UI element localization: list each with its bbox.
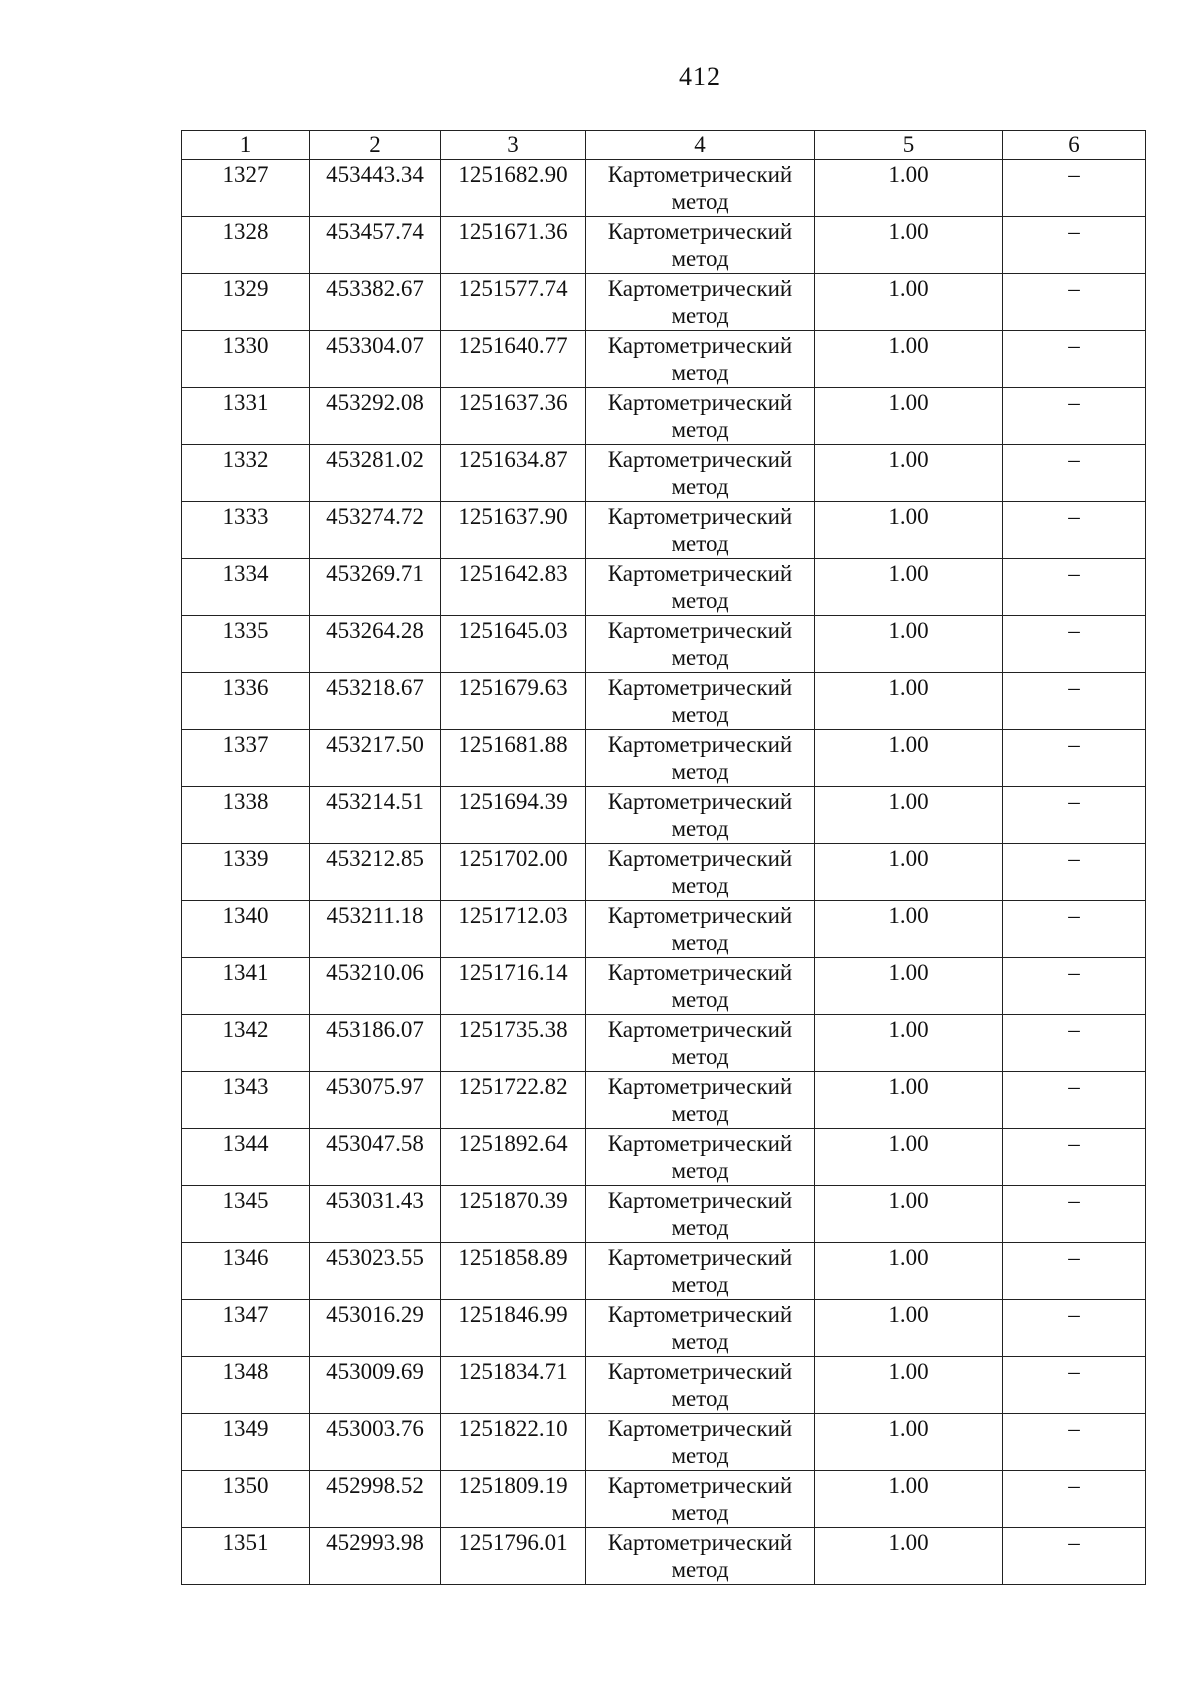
method-cell <box>586 1243 815 1300</box>
point-number-cell: 1333 <box>182 502 310 559</box>
note-cell: – <box>1003 1471 1146 1528</box>
point-number-cell: 1346 <box>182 1243 310 1300</box>
point-number-cell: 1330 <box>182 331 310 388</box>
table-row <box>182 445 1146 502</box>
column-header-3: 3 <box>441 131 586 160</box>
accuracy-cell: 1.00 <box>815 160 1003 217</box>
accuracy-cell: 1.00 <box>815 901 1003 958</box>
method-cell <box>586 217 815 274</box>
column-header-6: 6 <box>1003 131 1146 160</box>
table-row <box>182 217 1146 274</box>
method-line-2: метод <box>671 360 729 385</box>
method-line-1: Картометрический <box>607 504 793 529</box>
note-cell: – <box>1003 844 1146 901</box>
method-line-2: метод <box>671 1101 729 1126</box>
method-line-1: Картометрический <box>607 390 793 415</box>
note-cell: – <box>1003 1243 1146 1300</box>
x-coordinate-cell: 452998.52 <box>310 1471 441 1528</box>
x-coordinate-cell: 453023.55 <box>310 1243 441 1300</box>
note-cell: – <box>1003 502 1146 559</box>
x-coordinate-cell: 453009.69 <box>310 1357 441 1414</box>
table-row <box>182 844 1146 901</box>
method-line-2: метод <box>671 303 729 328</box>
x-coordinate-cell: 453281.02 <box>310 445 441 502</box>
table-row <box>182 1471 1146 1528</box>
method-line-2: метод <box>671 588 729 613</box>
method-cell <box>586 1015 815 1072</box>
table-row <box>182 1357 1146 1414</box>
coordinates-table <box>181 130 1146 1585</box>
accuracy-cell: 1.00 <box>815 616 1003 673</box>
method-line-1: Картометрический <box>607 789 793 814</box>
header-row <box>182 131 1146 160</box>
point-number-cell: 1342 <box>182 1015 310 1072</box>
note-cell: – <box>1003 787 1146 844</box>
point-number-cell: 1331 <box>182 388 310 445</box>
y-coordinate-cell: 1251870.39 <box>441 1186 586 1243</box>
point-number-cell: 1351 <box>182 1528 310 1585</box>
note-cell: – <box>1003 160 1146 217</box>
point-number-cell: 1340 <box>182 901 310 958</box>
method-cell <box>586 1186 815 1243</box>
point-number-cell: 1332 <box>182 445 310 502</box>
method-line-2: метод <box>671 759 729 784</box>
method-line-2: метод <box>671 1272 729 1297</box>
method-line-1: Картометрический <box>607 903 793 928</box>
method-line-2: метод <box>671 1329 729 1354</box>
table-row <box>182 616 1146 673</box>
y-coordinate-cell: 1251645.03 <box>441 616 586 673</box>
method-line-2: метод <box>671 1386 729 1411</box>
accuracy-cell: 1.00 <box>815 730 1003 787</box>
y-coordinate-cell: 1251640.77 <box>441 331 586 388</box>
method-cell <box>586 1072 815 1129</box>
y-coordinate-cell: 1251637.36 <box>441 388 586 445</box>
method-line-2: метод <box>671 1044 729 1069</box>
method-cell <box>586 958 815 1015</box>
method-line-2: метод <box>671 417 729 442</box>
point-number-cell: 1341 <box>182 958 310 1015</box>
note-cell: – <box>1003 730 1146 787</box>
note-cell: – <box>1003 1300 1146 1357</box>
point-number-cell: 1338 <box>182 787 310 844</box>
point-number-cell: 1349 <box>182 1414 310 1471</box>
accuracy-cell: 1.00 <box>815 1357 1003 1414</box>
method-line-1: Картометрический <box>607 732 793 757</box>
method-line-2: метод <box>671 531 729 556</box>
table-row <box>182 1300 1146 1357</box>
point-number-cell: 1339 <box>182 844 310 901</box>
method-line-1: Картометрический <box>607 561 793 586</box>
note-cell: – <box>1003 958 1146 1015</box>
x-coordinate-cell: 453269.71 <box>310 559 441 616</box>
note-cell: – <box>1003 1072 1146 1129</box>
method-cell <box>586 1357 815 1414</box>
note-cell: – <box>1003 274 1146 331</box>
method-line-1: Картометрический <box>607 1188 793 1213</box>
method-cell <box>586 502 815 559</box>
note-cell: – <box>1003 901 1146 958</box>
accuracy-cell: 1.00 <box>815 1300 1003 1357</box>
column-header-4: 4 <box>586 131 815 160</box>
method-line-1: Картометрический <box>607 447 793 472</box>
table-row <box>182 1129 1146 1186</box>
method-line-1: Картометрический <box>607 1416 793 1441</box>
method-cell <box>586 559 815 616</box>
x-coordinate-cell: 453075.97 <box>310 1072 441 1129</box>
x-coordinate-cell: 453457.74 <box>310 217 441 274</box>
y-coordinate-cell: 1251846.99 <box>441 1300 586 1357</box>
x-coordinate-cell: 453264.28 <box>310 616 441 673</box>
note-cell: – <box>1003 616 1146 673</box>
method-cell <box>586 616 815 673</box>
y-coordinate-cell: 1251694.39 <box>441 787 586 844</box>
x-coordinate-cell: 453218.67 <box>310 673 441 730</box>
x-coordinate-cell: 453016.29 <box>310 1300 441 1357</box>
note-cell: – <box>1003 388 1146 445</box>
x-coordinate-cell: 452993.98 <box>310 1528 441 1585</box>
point-number-cell: 1348 <box>182 1357 310 1414</box>
table-row <box>182 1072 1146 1129</box>
table-row <box>182 331 1146 388</box>
accuracy-cell: 1.00 <box>815 1015 1003 1072</box>
method-line-1: Картометрический <box>607 1074 793 1099</box>
note-cell: – <box>1003 1528 1146 1585</box>
y-coordinate-cell: 1251682.90 <box>441 160 586 217</box>
method-line-2: метод <box>671 645 729 670</box>
method-line-1: Картометрический <box>607 675 793 700</box>
x-coordinate-cell: 453292.08 <box>310 388 441 445</box>
y-coordinate-cell: 1251716.14 <box>441 958 586 1015</box>
accuracy-cell: 1.00 <box>815 1243 1003 1300</box>
accuracy-cell: 1.00 <box>815 787 1003 844</box>
note-cell: – <box>1003 1015 1146 1072</box>
point-number-cell: 1328 <box>182 217 310 274</box>
note-cell: – <box>1003 1186 1146 1243</box>
method-cell <box>586 844 815 901</box>
x-coordinate-cell: 453212.85 <box>310 844 441 901</box>
column-header-2: 2 <box>310 131 441 160</box>
x-coordinate-cell: 453217.50 <box>310 730 441 787</box>
method-cell <box>586 787 815 844</box>
x-coordinate-cell: 453382.67 <box>310 274 441 331</box>
accuracy-cell: 1.00 <box>815 1186 1003 1243</box>
table-header <box>182 131 1146 160</box>
point-number-cell: 1347 <box>182 1300 310 1357</box>
table-row <box>182 388 1146 445</box>
point-number-cell: 1343 <box>182 1072 310 1129</box>
y-coordinate-cell: 1251634.87 <box>441 445 586 502</box>
y-coordinate-cell: 1251679.63 <box>441 673 586 730</box>
x-coordinate-cell: 453274.72 <box>310 502 441 559</box>
table-row <box>182 274 1146 331</box>
table-row <box>182 673 1146 730</box>
accuracy-cell: 1.00 <box>815 958 1003 1015</box>
method-cell <box>586 274 815 331</box>
method-line-1: Картометрический <box>607 1359 793 1384</box>
y-coordinate-cell: 1251722.82 <box>441 1072 586 1129</box>
note-cell: – <box>1003 1357 1146 1414</box>
method-line-2: метод <box>671 987 729 1012</box>
accuracy-cell: 1.00 <box>815 1072 1003 1129</box>
point-number-cell: 1327 <box>182 160 310 217</box>
table-row <box>182 559 1146 616</box>
accuracy-cell: 1.00 <box>815 559 1003 616</box>
x-coordinate-cell: 453003.76 <box>310 1414 441 1471</box>
y-coordinate-cell: 1251735.38 <box>441 1015 586 1072</box>
table-row <box>182 1528 1146 1585</box>
accuracy-cell: 1.00 <box>815 502 1003 559</box>
table-row <box>182 901 1146 958</box>
method-line-2: метод <box>671 816 729 841</box>
note-cell: – <box>1003 1129 1146 1186</box>
method-cell <box>586 673 815 730</box>
method-line-1: Картометрический <box>607 960 793 985</box>
method-line-1: Картометрический <box>607 1245 793 1270</box>
method-line-2: метод <box>671 930 729 955</box>
method-cell <box>586 901 815 958</box>
x-coordinate-cell: 453047.58 <box>310 1129 441 1186</box>
x-coordinate-cell: 453186.07 <box>310 1015 441 1072</box>
method-line-1: Картометрический <box>607 162 793 187</box>
accuracy-cell: 1.00 <box>815 274 1003 331</box>
method-line-1: Картометрический <box>607 1302 793 1327</box>
method-line-1: Картометрический <box>607 1017 793 1042</box>
page-number: 412 <box>679 62 721 91</box>
table-row <box>182 160 1146 217</box>
x-coordinate-cell: 453443.34 <box>310 160 441 217</box>
method-cell <box>586 730 815 787</box>
method-line-2: метод <box>671 1443 729 1468</box>
accuracy-cell: 1.00 <box>815 217 1003 274</box>
x-coordinate-cell: 453211.18 <box>310 901 441 958</box>
method-cell <box>586 1300 815 1357</box>
y-coordinate-cell: 1251858.89 <box>441 1243 586 1300</box>
method-line-1: Картометрический <box>607 333 793 358</box>
point-number-cell: 1350 <box>182 1471 310 1528</box>
y-coordinate-cell: 1251577.74 <box>441 274 586 331</box>
method-line-2: метод <box>671 702 729 727</box>
method-cell <box>586 160 815 217</box>
method-line-2: метод <box>671 873 729 898</box>
y-coordinate-cell: 1251642.83 <box>441 559 586 616</box>
accuracy-cell: 1.00 <box>815 331 1003 388</box>
accuracy-cell: 1.00 <box>815 1129 1003 1186</box>
method-line-1: Картометрический <box>607 1530 793 1555</box>
accuracy-cell: 1.00 <box>815 388 1003 445</box>
table-row <box>182 1243 1146 1300</box>
table-row <box>182 787 1146 844</box>
method-line-1: Картометрический <box>607 618 793 643</box>
y-coordinate-cell: 1251702.00 <box>441 844 586 901</box>
method-line-2: метод <box>671 189 729 214</box>
note-cell: – <box>1003 445 1146 502</box>
method-line-2: метод <box>671 1158 729 1183</box>
table-row <box>182 1414 1146 1471</box>
method-line-1: Картометрический <box>607 1131 793 1156</box>
point-number-cell: 1337 <box>182 730 310 787</box>
y-coordinate-cell: 1251892.64 <box>441 1129 586 1186</box>
y-coordinate-cell: 1251637.90 <box>441 502 586 559</box>
accuracy-cell: 1.00 <box>815 1471 1003 1528</box>
accuracy-cell: 1.00 <box>815 445 1003 502</box>
y-coordinate-cell: 1251834.71 <box>441 1357 586 1414</box>
x-coordinate-cell: 453210.06 <box>310 958 441 1015</box>
y-coordinate-cell: 1251681.88 <box>441 730 586 787</box>
point-number-cell: 1329 <box>182 274 310 331</box>
method-line-1: Картометрический <box>607 219 793 244</box>
y-coordinate-cell: 1251796.01 <box>441 1528 586 1585</box>
method-cell <box>586 1129 815 1186</box>
method-line-2: метод <box>671 1500 729 1525</box>
y-coordinate-cell: 1251809.19 <box>441 1471 586 1528</box>
x-coordinate-cell: 453031.43 <box>310 1186 441 1243</box>
method-line-2: метод <box>671 1215 729 1240</box>
column-header-1: 1 <box>182 131 310 160</box>
point-number-cell: 1334 <box>182 559 310 616</box>
accuracy-cell: 1.00 <box>815 844 1003 901</box>
point-number-cell: 1335 <box>182 616 310 673</box>
table-row <box>182 502 1146 559</box>
table-row <box>182 1015 1146 1072</box>
method-cell <box>586 331 815 388</box>
note-cell: – <box>1003 559 1146 616</box>
method-line-1: Картометрический <box>607 1473 793 1498</box>
accuracy-cell: 1.00 <box>815 1414 1003 1471</box>
point-number-cell: 1345 <box>182 1186 310 1243</box>
note-cell: – <box>1003 1414 1146 1471</box>
table-row <box>182 1186 1146 1243</box>
y-coordinate-cell: 1251822.10 <box>441 1414 586 1471</box>
column-header-5: 5 <box>815 131 1003 160</box>
method-cell <box>586 1528 815 1585</box>
note-cell: – <box>1003 331 1146 388</box>
table-row <box>182 730 1146 787</box>
method-cell <box>586 388 815 445</box>
method-cell <box>586 1414 815 1471</box>
method-line-1: Картометрический <box>607 276 793 301</box>
method-line-2: метод <box>671 246 729 271</box>
point-number-cell: 1336 <box>182 673 310 730</box>
note-cell: – <box>1003 673 1146 730</box>
y-coordinate-cell: 1251712.03 <box>441 901 586 958</box>
accuracy-cell: 1.00 <box>815 673 1003 730</box>
accuracy-cell: 1.00 <box>815 1528 1003 1585</box>
x-coordinate-cell: 453304.07 <box>310 331 441 388</box>
method-line-2: метод <box>671 1557 729 1582</box>
point-number-cell: 1344 <box>182 1129 310 1186</box>
method-line-1: Картометрический <box>607 846 793 871</box>
note-cell: – <box>1003 217 1146 274</box>
table-row <box>182 958 1146 1015</box>
method-cell <box>586 1471 815 1528</box>
y-coordinate-cell: 1251671.36 <box>441 217 586 274</box>
table-body <box>182 160 1146 1585</box>
method-line-2: метод <box>671 474 729 499</box>
method-cell <box>586 445 815 502</box>
x-coordinate-cell: 453214.51 <box>310 787 441 844</box>
